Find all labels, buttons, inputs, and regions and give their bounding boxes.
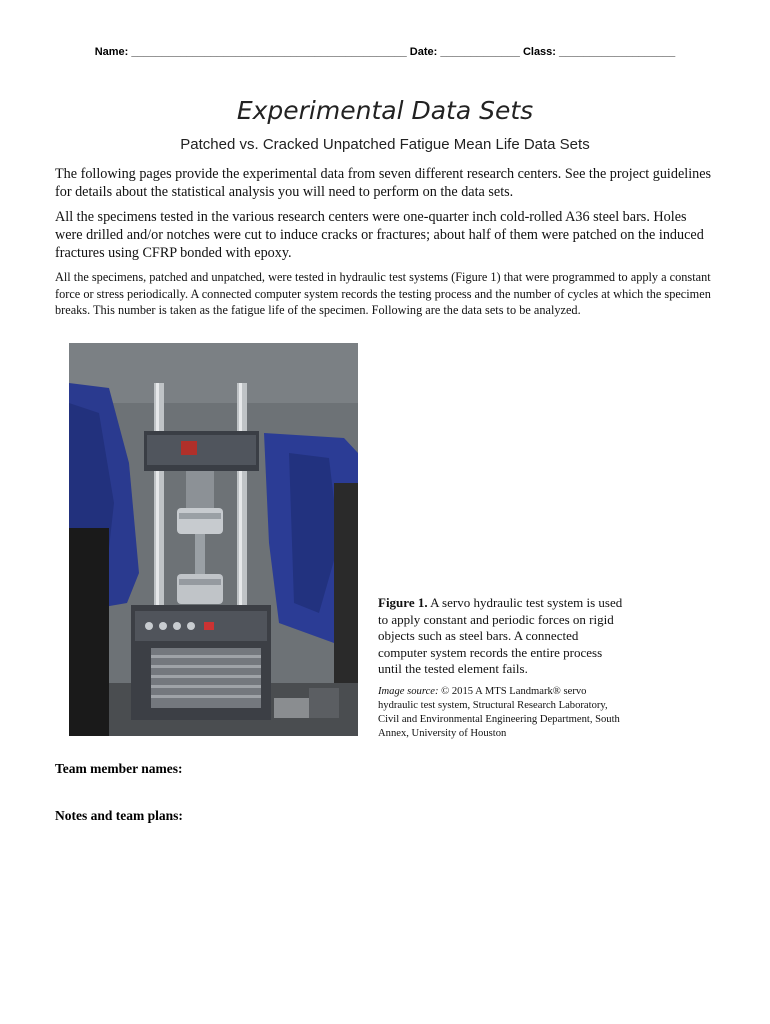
figure-caption-text: A servo hydraulic test system is used to apply constant and periodic forces on rigid objects such as steel bars. A connected computer system records the entire process until the tested element fails. (378, 595, 623, 676)
intro-paragraph: The following pages provide the experimental data from seven different research centers. See the project guidelines for details about the statistical analysis you will need to perform on the data sets. (55, 166, 712, 200)
specimens-paragraph: All the specimens tested in the various research centers were one-quarter inch cold-rolled A36 steel bars. Holes were drilled and/or notches were cut to induce cracks or fractures; about half of them were patched on the induced fractures using CFRP bonded with epoxy. (55, 209, 704, 261)
image-source-label: Image source: (378, 686, 439, 697)
team-member-names-label: Team member names: (55, 761, 183, 776)
page-title: Experimental Data Sets (236, 96, 534, 125)
date-blank[interactable]: _____________ (440, 46, 520, 58)
notes-label: Notes and team plans: (55, 808, 183, 823)
header-fields (0, 46, 770, 58)
page-subtitle: Patched vs. Cracked Unpatched Fatigue Mean Life Data Sets (180, 136, 590, 153)
date-label: Date: (409, 46, 438, 58)
figure-label: Figure 1. (378, 595, 428, 610)
name-label: Name: (94, 46, 129, 58)
class-label: Class: (522, 46, 556, 58)
figure-caption (378, 595, 628, 678)
test-system-photo (69, 343, 358, 736)
testing-paragraph: All the specimens, patched and unpatched, were tested in hydraulic test systems (Figure 1) that were programmed to apply a constant force or stress periodically. A connected computer system records the testing process and the number of cycles at which the specimen breaks. This number is taken as the fatigue life of the specimen. Following are the data sets to be analyzed. (55, 270, 711, 317)
name-blank[interactable]: _____________________________________________ (131, 46, 407, 58)
image-source-text: © 2015 A MTS Landmark® servo hydraulic test system, Structural Research Laboratory, Civil and Environmental Engineering Department, South Annex, University of Houston (378, 686, 620, 739)
image-source (378, 685, 628, 741)
class-blank[interactable]: ___________________ (559, 46, 676, 58)
